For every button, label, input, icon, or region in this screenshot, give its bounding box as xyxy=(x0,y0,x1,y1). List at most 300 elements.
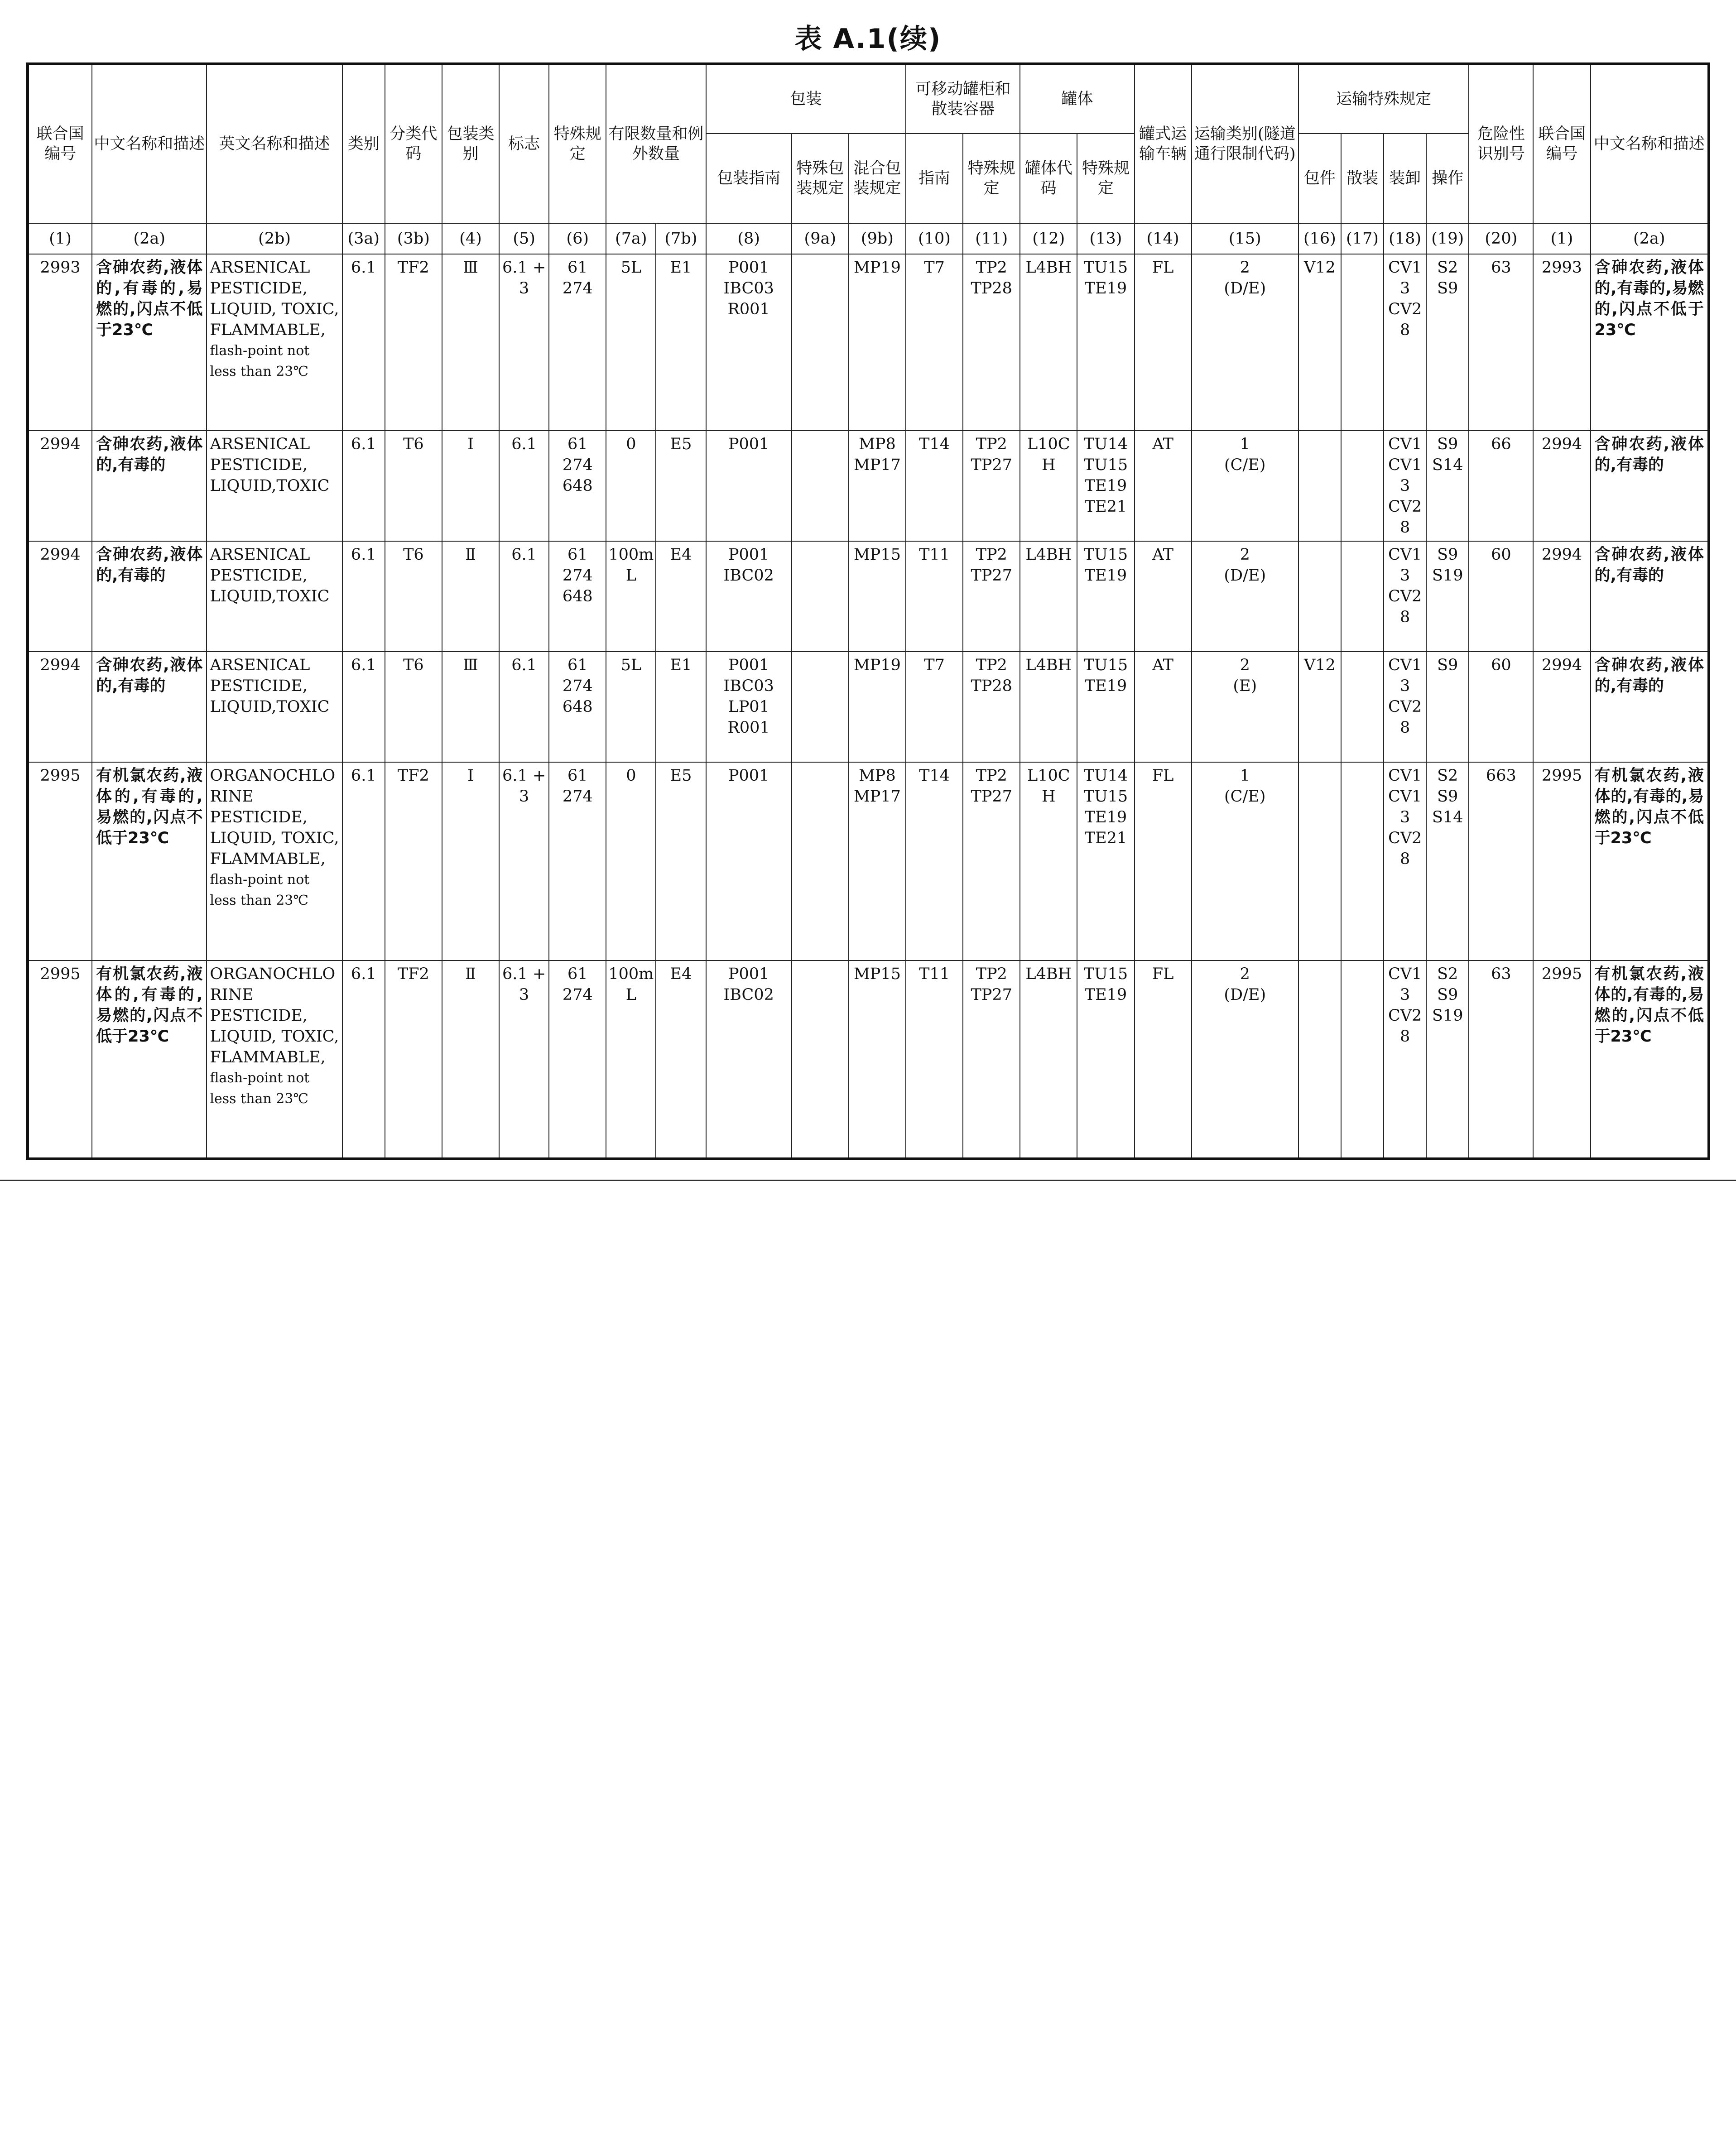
cell-pt-special-line: TP2 xyxy=(976,259,1007,277)
cell-special-packing xyxy=(792,254,849,431)
cell-mixed-packing xyxy=(849,431,906,541)
cell-loading-line: CV13 xyxy=(1388,787,1422,826)
header-pt-instruction: 指南 xyxy=(906,134,963,223)
cell-packing-group: Ⅰ xyxy=(442,762,499,960)
cell-hazard-id: 60 xyxy=(1469,541,1533,652)
header-packages: 包件 xyxy=(1298,134,1341,223)
cell-name-en-line: PESTICIDE, xyxy=(210,808,308,826)
cell-tank-special-line: TU14 xyxy=(1083,767,1128,785)
cell-special-provisions xyxy=(549,431,606,541)
cell-packing-instruction xyxy=(706,762,792,960)
cell-name-en-line: less than 23℃ xyxy=(210,364,308,379)
cell-packing-instruction xyxy=(706,541,792,652)
header-packaging: 包装 xyxy=(706,64,906,134)
column-number: (3a) xyxy=(342,223,385,254)
cell-tank-vehicle: FL xyxy=(1135,762,1192,960)
cell-name-zh-repeat: 有机氯农药,液体的,有毒的,易燃的,闪点不低于23℃ xyxy=(1591,960,1709,1159)
header-special-packing: 特殊包装规定 xyxy=(792,134,849,223)
cell-transport-category xyxy=(1192,960,1298,1159)
cell-un-no-repeat: 2994 xyxy=(1533,652,1590,762)
cell-excepted-quantity: E5 xyxy=(656,431,706,541)
table-row xyxy=(28,431,1709,541)
cell-name-zh-repeat: 含砷农药,液体的,有毒的 xyxy=(1591,541,1709,652)
cell-mixed-packing-line: MP8 xyxy=(859,435,896,453)
cell-packages: V12 xyxy=(1298,254,1341,431)
cell-un-no: 2994 xyxy=(28,541,92,652)
cell-operation xyxy=(1426,431,1469,541)
cell-operation xyxy=(1426,960,1469,1159)
cell-name-en-line: flash-point not xyxy=(210,872,310,888)
cell-special-provisions-line: 274 xyxy=(562,279,593,298)
header-tank-special: 特殊规定 xyxy=(1077,134,1134,223)
cell-tank-vehicle: AT xyxy=(1135,431,1192,541)
cell-excepted-quantity: E4 xyxy=(656,541,706,652)
cell-loading-line: CV28 xyxy=(1388,1007,1422,1046)
cell-operation xyxy=(1426,762,1469,960)
cell-pt-special-line: TP2 xyxy=(976,767,1007,785)
cell-name-en xyxy=(207,541,342,652)
header-tank-vehicle: 罐式运输车辆 xyxy=(1135,64,1192,223)
header-portable-tank: 可移动罐柜和散装容器 xyxy=(906,64,1020,134)
cell-packing-group: Ⅲ xyxy=(442,652,499,762)
cell-packing-group: Ⅰ xyxy=(442,431,499,541)
cell-tank-special-line: TE19 xyxy=(1084,279,1127,298)
header-hazard-id: 危险性识别号 xyxy=(1469,64,1533,223)
cell-operation-line: S9 xyxy=(1437,435,1458,453)
cell-mixed-packing xyxy=(849,541,906,652)
table-body xyxy=(28,254,1709,1159)
cell-loading-line: CV13 xyxy=(1388,656,1422,695)
cell-pt-special xyxy=(963,960,1020,1159)
cell-tank-special-line: TE21 xyxy=(1084,498,1127,516)
cell-transport-category-line: (D/E) xyxy=(1224,279,1266,298)
cell-un-no: 2995 xyxy=(28,762,92,960)
cell-pt-instruction: T11 xyxy=(906,960,963,1159)
cell-un-no-repeat: 2994 xyxy=(1533,541,1590,652)
header-bulk: 散装 xyxy=(1341,134,1384,223)
header-name-zh: 中文名称和描述 xyxy=(92,64,207,223)
cell-transport-category-line: (D/E) xyxy=(1224,567,1266,585)
cell-special-provisions-line: 648 xyxy=(562,477,593,495)
cell-operation-line: S14 xyxy=(1432,808,1463,826)
cell-tank-code: L4BH xyxy=(1020,254,1077,431)
cell-special-packing xyxy=(792,762,849,960)
cell-loading-line: CV1 xyxy=(1388,767,1422,785)
cell-name-en xyxy=(207,652,342,762)
cell-labels xyxy=(499,254,549,431)
cell-name-en-line: FLAMMABLE, xyxy=(210,321,326,339)
cell-name-en-line: flash-point not xyxy=(210,343,310,359)
cell-special-packing xyxy=(792,960,849,1159)
cell-tank-code: L10CH xyxy=(1020,762,1077,960)
cell-transport-category-line: (E) xyxy=(1233,677,1257,695)
dangerous-goods-table xyxy=(26,62,1710,1160)
column-number: (1) xyxy=(1533,223,1590,254)
cell-name-en-line: PESTICIDE, xyxy=(210,567,308,585)
cell-transport-category-line: (D/E) xyxy=(1224,986,1266,1004)
cell-labels xyxy=(499,960,549,1159)
cell-labels-line: 6.1 + xyxy=(502,767,546,785)
cell-class: 6.1 xyxy=(342,254,385,431)
cell-un-no-repeat: 2993 xyxy=(1533,254,1590,431)
cell-name-zh-repeat: 有机氯农药,液体的,有毒的,易燃的,闪点不低于23℃ xyxy=(1591,762,1709,960)
cell-special-packing xyxy=(792,652,849,762)
cell-special-packing xyxy=(792,431,849,541)
cell-hazard-id: 63 xyxy=(1469,254,1533,431)
cell-name-en-line: PESTICIDE, xyxy=(210,279,308,298)
cell-loading-line: CV1 xyxy=(1388,435,1422,453)
cell-special-provisions-line: 61 xyxy=(567,546,588,564)
cell-packages xyxy=(1298,762,1341,960)
cell-mixed-packing xyxy=(849,254,906,431)
cell-labels xyxy=(499,652,549,762)
cell-packing-instruction-line: LP01 xyxy=(728,698,769,716)
cell-special-provisions xyxy=(549,541,606,652)
table-row xyxy=(28,762,1709,960)
cell-transport-category-line: (C/E) xyxy=(1224,456,1266,474)
cell-tank-special xyxy=(1077,541,1134,652)
cell-loading xyxy=(1384,254,1426,431)
column-number: (2b) xyxy=(207,223,342,254)
cell-loading-line: CV13 xyxy=(1388,546,1422,585)
cell-labels-line: 6.1 + xyxy=(502,259,546,277)
cell-labels-line: 3 xyxy=(519,787,529,806)
dangerous-goods-table-container xyxy=(26,62,1710,1160)
cell-pt-instruction: T11 xyxy=(906,541,963,652)
cell-loading xyxy=(1384,960,1426,1159)
table-header xyxy=(28,64,1709,254)
cell-transport-category-line: (C/E) xyxy=(1224,787,1266,806)
header-packing-group: 包装类别 xyxy=(442,64,499,223)
table-title: 表 A.1(续) xyxy=(794,23,942,55)
cell-packing-instruction-line: R001 xyxy=(727,719,770,737)
cell-pt-special-line: TP2 xyxy=(976,435,1007,453)
cell-bulk xyxy=(1341,254,1384,431)
cell-special-provisions xyxy=(549,254,606,431)
cell-pt-special-line: TP2 xyxy=(976,656,1007,674)
cell-name-en-line: LIQUID, TOXIC, xyxy=(210,300,339,318)
cell-limited-quantity: 100mL xyxy=(606,960,656,1159)
cell-mixed-packing-line: MP19 xyxy=(853,656,901,674)
cell-name-zh: 有机氯农药,液体的,有毒的,易燃的,闪点不低于23℃ xyxy=(92,762,207,960)
cell-tank-code: L10CH xyxy=(1020,431,1077,541)
cell-operation-line: S2 xyxy=(1437,965,1458,983)
cell-packing-instruction-line: R001 xyxy=(727,300,770,318)
header-class-code: 分类代码 xyxy=(385,64,442,223)
cell-excepted-quantity: E1 xyxy=(656,254,706,431)
cell-pt-special-line: TP28 xyxy=(971,279,1012,298)
cell-packing-instruction-line: P001 xyxy=(728,259,769,277)
cell-class-code: T6 xyxy=(385,652,442,762)
page-divider xyxy=(0,1180,1736,1181)
cell-packages: V12 xyxy=(1298,652,1341,762)
cell-name-en-line: FLAMMABLE, xyxy=(210,1048,326,1066)
cell-tank-special xyxy=(1077,960,1134,1159)
cell-tank-special-line: TE19 xyxy=(1084,986,1127,1004)
cell-bulk xyxy=(1341,762,1384,960)
cell-name-zh: 含砷农药,液体的,有毒的 xyxy=(92,652,207,762)
cell-pt-instruction: T7 xyxy=(906,254,963,431)
column-number: (2a) xyxy=(1591,223,1709,254)
cell-mixed-packing-line: MP15 xyxy=(853,965,901,983)
cell-name-en-line: PESTICIDE, xyxy=(210,456,308,474)
cell-labels-line: 6.1 xyxy=(511,546,537,564)
cell-class: 6.1 xyxy=(342,652,385,762)
cell-pt-special-line: TP28 xyxy=(971,677,1012,695)
cell-name-en-line: LIQUID,TOXIC xyxy=(210,698,330,716)
cell-transport-category-line: 1 xyxy=(1240,435,1250,453)
cell-name-en-line: less than 23℃ xyxy=(210,893,308,908)
cell-hazard-id: 663 xyxy=(1469,762,1533,960)
cell-packing-instruction xyxy=(706,960,792,1159)
header-class: 类别 xyxy=(342,64,385,223)
column-number: (13) xyxy=(1077,223,1134,254)
cell-class-code: T6 xyxy=(385,431,442,541)
cell-packing-instruction-line: IBC03 xyxy=(723,677,774,695)
cell-operation-line: S2 xyxy=(1437,259,1458,277)
cell-pt-special xyxy=(963,254,1020,431)
table-row xyxy=(28,652,1709,762)
cell-name-zh: 有机氯农药,液体的,有毒的,易燃的,闪点不低于23℃ xyxy=(92,960,207,1159)
cell-tank-special-line: TU15 xyxy=(1083,787,1128,806)
cell-limited-quantity: 5L xyxy=(606,652,656,762)
cell-tank-code: L4BH xyxy=(1020,960,1077,1159)
cell-name-en-line: less than 23℃ xyxy=(210,1091,308,1107)
cell-special-provisions-line: 61 xyxy=(567,965,588,983)
cell-operation-line: S9 xyxy=(1437,546,1458,564)
cell-excepted-quantity: E5 xyxy=(656,762,706,960)
cell-limited-quantity: 5L xyxy=(606,254,656,431)
cell-tank-special-line: TU15 xyxy=(1083,259,1128,277)
cell-tank-special-line: TU15 xyxy=(1083,656,1128,674)
cell-name-zh: 含砷农药,液体的,有毒的,易燃的,闪点不低于23℃ xyxy=(92,254,207,431)
cell-operation xyxy=(1426,541,1469,652)
cell-loading-line: CV13 xyxy=(1388,259,1422,298)
header-limited-quantity: 有限数量和例外数量 xyxy=(606,64,706,223)
cell-transport-category xyxy=(1192,431,1298,541)
cell-pt-special-line: TP27 xyxy=(971,787,1012,806)
cell-class: 6.1 xyxy=(342,960,385,1159)
cell-hazard-id: 60 xyxy=(1469,652,1533,762)
cell-operation-line: S9 xyxy=(1437,279,1458,298)
cell-loading-line: CV28 xyxy=(1388,498,1422,537)
cell-name-zh-repeat: 含砷农药,液体的,有毒的,易燃的,闪点不低于23℃ xyxy=(1591,254,1709,431)
cell-name-en xyxy=(207,762,342,960)
cell-name-zh: 含砷农药,液体的,有毒的 xyxy=(92,431,207,541)
cell-bulk xyxy=(1341,431,1384,541)
header-tank-code: 罐体代码 xyxy=(1020,134,1077,223)
cell-special-provisions-line: 274 xyxy=(562,986,593,1004)
cell-packing-instruction-line: P001 xyxy=(728,767,769,785)
header-pt-special: 特殊规定 xyxy=(963,134,1020,223)
cell-tank-special-line: TU15 xyxy=(1083,546,1128,564)
cell-limited-quantity: 0 xyxy=(606,762,656,960)
cell-un-no-repeat: 2995 xyxy=(1533,762,1590,960)
cell-hazard-id: 63 xyxy=(1469,960,1533,1159)
column-number: (17) xyxy=(1341,223,1384,254)
column-number: (19) xyxy=(1426,223,1469,254)
header-labels: 标志 xyxy=(499,64,549,223)
cell-packing-instruction xyxy=(706,652,792,762)
header-un-no-repeat: 联合国编号 xyxy=(1533,64,1590,223)
cell-operation-line: S19 xyxy=(1432,567,1463,585)
cell-transport-category xyxy=(1192,254,1298,431)
cell-special-provisions-line: 61 xyxy=(567,767,588,785)
column-number: (4) xyxy=(442,223,499,254)
cell-special-packing xyxy=(792,541,849,652)
cell-pt-instruction: T14 xyxy=(906,431,963,541)
cell-transport-category-line: 2 xyxy=(1240,259,1250,277)
cell-tank-special-line: TU14 xyxy=(1083,435,1128,453)
cell-transport-category-line: 2 xyxy=(1240,546,1250,564)
cell-name-en xyxy=(207,960,342,1159)
cell-pt-special xyxy=(963,652,1020,762)
cell-name-en-line: LIQUID, TOXIC, xyxy=(210,1028,339,1046)
cell-operation-line: S9 xyxy=(1437,986,1458,1004)
column-number: (9b) xyxy=(849,223,906,254)
header-name-zh-repeat: 中文名称和描述 xyxy=(1591,64,1709,223)
cell-operation-line: S2 xyxy=(1437,767,1458,785)
cell-mixed-packing-line: MP15 xyxy=(853,546,901,564)
column-number: (16) xyxy=(1298,223,1341,254)
cell-mixed-packing-line: MP8 xyxy=(859,767,896,785)
cell-operation-line: S9 xyxy=(1437,787,1458,806)
cell-special-provisions-line: 274 xyxy=(562,567,593,585)
cell-hazard-id: 66 xyxy=(1469,431,1533,541)
column-number-row xyxy=(28,223,1709,254)
cell-tank-code: L4BH xyxy=(1020,652,1077,762)
cell-transport-category-line: 2 xyxy=(1240,656,1250,674)
cell-name-zh: 含砷农药,液体的,有毒的 xyxy=(92,541,207,652)
cell-labels-line: 6.1 xyxy=(511,435,537,453)
cell-pt-special xyxy=(963,541,1020,652)
column-number: (18) xyxy=(1384,223,1426,254)
cell-mixed-packing-line: MP19 xyxy=(853,259,901,277)
cell-un-no-repeat: 2994 xyxy=(1533,431,1590,541)
cell-name-en-line: PESTICIDE, xyxy=(210,677,308,695)
cell-pt-special-line: TP2 xyxy=(976,546,1007,564)
header-packing-instruction: 包装指南 xyxy=(706,134,792,223)
cell-name-zh-repeat: 含砷农药,液体的,有毒的 xyxy=(1591,652,1709,762)
header-tank: 罐体 xyxy=(1020,64,1134,134)
cell-packing-instruction xyxy=(706,431,792,541)
cell-labels-line: 6.1 xyxy=(511,656,537,674)
header-special-provisions: 特殊规定 xyxy=(549,64,606,223)
cell-name-en-line: LIQUID, TOXIC, xyxy=(210,829,339,847)
column-number: (11) xyxy=(963,223,1020,254)
cell-packing-group: Ⅱ xyxy=(442,541,499,652)
cell-pt-special xyxy=(963,431,1020,541)
cell-tank-special xyxy=(1077,652,1134,762)
cell-class: 6.1 xyxy=(342,762,385,960)
cell-name-en-line: ARSENICAL xyxy=(210,546,310,564)
column-number: (3b) xyxy=(385,223,442,254)
cell-special-provisions-line: 61 xyxy=(567,259,588,277)
cell-class-code: T6 xyxy=(385,541,442,652)
column-number: (7a) xyxy=(606,223,656,254)
cell-packing-instruction-line: IBC03 xyxy=(723,279,774,298)
cell-transport-category xyxy=(1192,652,1298,762)
cell-loading xyxy=(1384,652,1426,762)
cell-packing-instruction-line: P001 xyxy=(728,435,769,453)
cell-packing-instruction-line: IBC02 xyxy=(723,567,774,585)
cell-packing-instruction-line: P001 xyxy=(728,546,769,564)
cell-loading xyxy=(1384,431,1426,541)
cell-name-en-line: flash-point not xyxy=(210,1070,310,1086)
table-row xyxy=(28,541,1709,652)
column-number: (14) xyxy=(1135,223,1192,254)
cell-mixed-packing-line: MP17 xyxy=(853,456,901,474)
cell-tank-code: L4BH xyxy=(1020,541,1077,652)
cell-transport-category-line: 2 xyxy=(1240,965,1250,983)
cell-operation-line: S9 xyxy=(1437,656,1458,674)
cell-tank-vehicle: AT xyxy=(1135,652,1192,762)
cell-un-no: 2995 xyxy=(28,960,92,1159)
column-number: (1) xyxy=(28,223,92,254)
cell-mixed-packing xyxy=(849,762,906,960)
cell-class-code: TF2 xyxy=(385,960,442,1159)
cell-tank-special-line: TU15 xyxy=(1083,965,1128,983)
cell-loading xyxy=(1384,541,1426,652)
column-number: (2a) xyxy=(92,223,207,254)
cell-mixed-packing-line: MP17 xyxy=(853,787,901,806)
cell-loading-line: CV13 xyxy=(1388,965,1422,1004)
cell-loading-line: CV28 xyxy=(1388,698,1422,737)
cell-excepted-quantity: E1 xyxy=(656,652,706,762)
column-number: (8) xyxy=(706,223,792,254)
column-number: (10) xyxy=(906,223,963,254)
header-un-no: 联合国编号 xyxy=(28,64,92,223)
cell-loading-line: CV13 xyxy=(1388,456,1422,495)
cell-packing-instruction xyxy=(706,254,792,431)
cell-labels-line: 3 xyxy=(519,279,529,298)
header-operation: 操作 xyxy=(1426,134,1469,223)
cell-packages xyxy=(1298,431,1341,541)
table-row xyxy=(28,960,1709,1159)
cell-class: 6.1 xyxy=(342,431,385,541)
column-number: (7b) xyxy=(656,223,706,254)
cell-name-en-line: ORGANOCHLORINE xyxy=(210,767,336,806)
cell-packing-group: Ⅱ xyxy=(442,960,499,1159)
cell-bulk xyxy=(1341,652,1384,762)
cell-pt-special-line: TP27 xyxy=(971,986,1012,1004)
cell-tank-special-line: TE19 xyxy=(1084,567,1127,585)
cell-name-en-line: ORGANOCHLORINE xyxy=(210,965,336,1004)
cell-operation-line: S19 xyxy=(1432,1007,1463,1025)
column-number: (20) xyxy=(1469,223,1533,254)
cell-loading xyxy=(1384,762,1426,960)
cell-special-provisions xyxy=(549,762,606,960)
cell-name-en-line: ARSENICAL xyxy=(210,656,310,674)
column-number: (15) xyxy=(1192,223,1298,254)
cell-excepted-quantity: E4 xyxy=(656,960,706,1159)
cell-packages xyxy=(1298,541,1341,652)
cell-packing-instruction-line: IBC02 xyxy=(723,986,774,1004)
cell-special-provisions-line: 61 xyxy=(567,656,588,674)
cell-packages xyxy=(1298,960,1341,1159)
cell-pt-special-line: TP2 xyxy=(976,965,1007,983)
cell-transport-category xyxy=(1192,762,1298,960)
cell-transport-category xyxy=(1192,541,1298,652)
cell-un-no: 2993 xyxy=(28,254,92,431)
cell-limited-quantity: 0 xyxy=(606,431,656,541)
cell-name-en-line: PESTICIDE, xyxy=(210,1007,308,1025)
cell-labels xyxy=(499,762,549,960)
cell-un-no: 2994 xyxy=(28,431,92,541)
column-number: (9a) xyxy=(792,223,849,254)
cell-packing-group: Ⅲ xyxy=(442,254,499,431)
cell-loading-line: CV28 xyxy=(1388,829,1422,868)
